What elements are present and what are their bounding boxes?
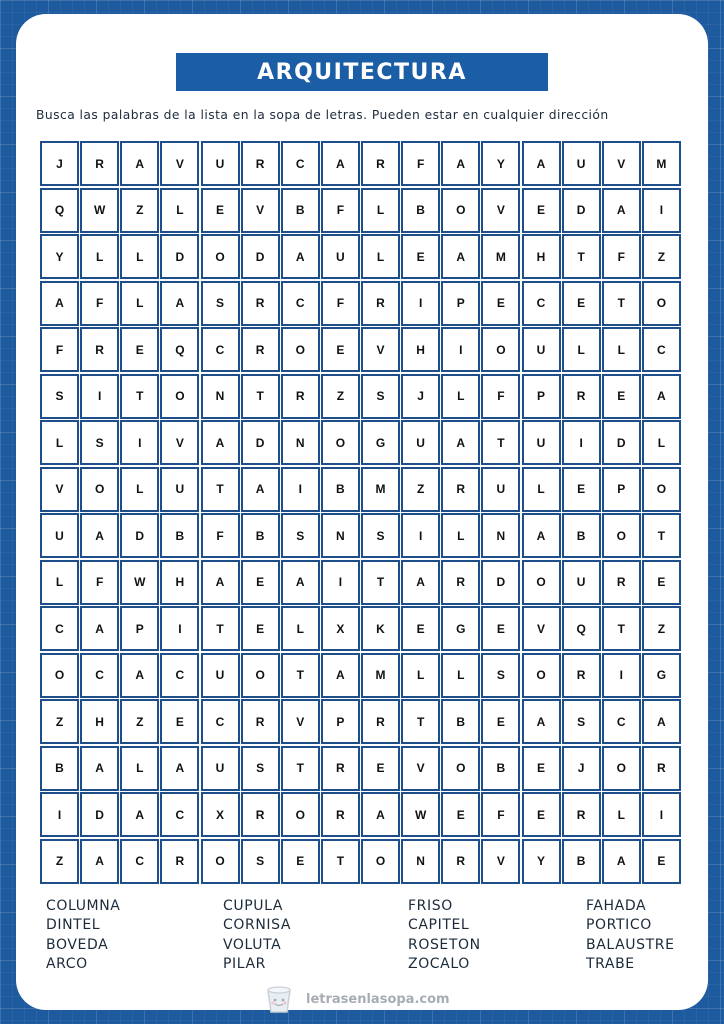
grid-cell[interactable]: L — [562, 327, 601, 372]
grid-cell[interactable]: T — [281, 746, 320, 791]
grid-cell[interactable]: S — [80, 420, 119, 465]
grid-cell[interactable]: C — [120, 839, 159, 884]
grid-cell[interactable]: F — [481, 792, 520, 837]
grid-cell[interactable]: R — [361, 281, 400, 326]
grid-cell[interactable]: F — [80, 560, 119, 605]
grid-cell[interactable]: I — [40, 792, 79, 837]
grid-cell[interactable]: E — [522, 746, 561, 791]
grid-cell[interactable]: T — [201, 467, 240, 512]
grid-cell[interactable]: E — [281, 839, 320, 884]
grid-cell[interactable]: R — [241, 327, 280, 372]
grid-cell[interactable]: H — [522, 234, 561, 279]
grid-cell[interactable]: F — [321, 281, 360, 326]
grid-cell[interactable]: W — [120, 560, 159, 605]
grid-cell[interactable]: V — [401, 746, 440, 791]
grid-cell[interactable]: R — [441, 467, 480, 512]
grid-cell[interactable]: O — [481, 327, 520, 372]
grid-cell[interactable]: A — [120, 792, 159, 837]
grid-cell[interactable]: G — [441, 606, 480, 651]
grid-cell[interactable]: T — [642, 513, 681, 558]
grid-cell[interactable]: H — [80, 699, 119, 744]
grid-cell[interactable]: O — [80, 467, 119, 512]
word-list-item: CAPITEL — [408, 917, 470, 934]
grid-cell[interactable]: F — [201, 513, 240, 558]
grid-cell[interactable]: B — [481, 746, 520, 791]
grid-cell[interactable]: U — [522, 420, 561, 465]
grid-cell[interactable]: R — [321, 746, 360, 791]
word-list-item: CORNISA — [223, 917, 292, 934]
word-list-item: BALAUSTRE — [586, 936, 675, 953]
grid-cell[interactable]: V — [241, 188, 280, 233]
grid-cell[interactable]: S — [481, 653, 520, 698]
grid-cell[interactable]: I — [642, 188, 681, 233]
grid-cell[interactable]: V — [361, 327, 400, 372]
grid-cell[interactable]: D — [241, 420, 280, 465]
grid-cell[interactable]: E — [562, 467, 601, 512]
grid-cell[interactable]: X — [321, 606, 360, 651]
grid-cell[interactable]: Z — [642, 606, 681, 651]
grid-cell[interactable]: B — [281, 188, 320, 233]
grid-cell[interactable]: L — [602, 792, 641, 837]
grid-cell[interactable]: S — [361, 374, 400, 419]
grid-cell[interactable]: L — [441, 513, 480, 558]
word-list-item: BOVEDA — [46, 936, 109, 953]
grid-cell[interactable]: O — [602, 513, 641, 558]
grid-cell[interactable]: R — [361, 141, 400, 186]
grid-cell[interactable]: C — [160, 653, 199, 698]
grid-cell[interactable]: T — [201, 606, 240, 651]
grid-cell[interactable]: A — [80, 606, 119, 651]
grid-cell[interactable]: F — [481, 374, 520, 419]
grid-cell[interactable]: F — [80, 281, 119, 326]
grid-cell[interactable]: Z — [401, 467, 440, 512]
footer-site: letrasenlasopa.com — [306, 991, 450, 1007]
grid-cell[interactable]: B — [441, 699, 480, 744]
grid-cell[interactable]: U — [401, 420, 440, 465]
grid-cell[interactable]: Q — [40, 188, 79, 233]
grid-cell[interactable]: F — [321, 188, 360, 233]
grid-cell[interactable]: R — [602, 560, 641, 605]
grid-cell[interactable]: U — [201, 141, 240, 186]
grid-cell[interactable]: E — [401, 234, 440, 279]
grid-cell[interactable]: H — [401, 327, 440, 372]
grid-cell[interactable]: O — [281, 327, 320, 372]
grid-cell[interactable]: R — [441, 560, 480, 605]
grid-cell[interactable]: A — [201, 560, 240, 605]
grid-cell[interactable]: P — [321, 699, 360, 744]
grid-cell[interactable]: D — [562, 188, 601, 233]
cup-logo-icon — [262, 982, 296, 1016]
worksheet — [16, 14, 708, 1010]
grid-cell[interactable]: U — [40, 513, 79, 558]
grid-cell[interactable]: E — [522, 792, 561, 837]
grid-cell[interactable]: A — [441, 420, 480, 465]
grid-cell[interactable]: R — [241, 141, 280, 186]
grid-cell[interactable]: O — [642, 467, 681, 512]
grid-cell[interactable]: V — [160, 141, 199, 186]
grid-cell[interactable]: L — [642, 420, 681, 465]
grid-cell[interactable]: R — [80, 327, 119, 372]
grid-cell[interactable]: E — [642, 560, 681, 605]
grid-cell[interactable]: W — [401, 792, 440, 837]
grid-cell[interactable]: E — [401, 606, 440, 651]
grid-cell[interactable]: V — [481, 188, 520, 233]
grid-cell[interactable]: D — [602, 420, 641, 465]
grid-cell[interactable]: I — [401, 513, 440, 558]
grid-cell[interactable]: E — [481, 606, 520, 651]
grid-cell[interactable]: E — [441, 792, 480, 837]
grid-cell[interactable]: R — [160, 839, 199, 884]
grid-cell[interactable]: S — [40, 374, 79, 419]
grid-cell[interactable]: T — [562, 234, 601, 279]
grid-cell[interactable]: J — [562, 746, 601, 791]
grid-cell[interactable]: Z — [321, 374, 360, 419]
grid-cell[interactable]: R — [642, 746, 681, 791]
grid-cell[interactable]: A — [522, 141, 561, 186]
grid-cell[interactable]: B — [321, 467, 360, 512]
word-list-item: ROSETON — [408, 936, 481, 953]
grid-cell[interactable]: A — [80, 746, 119, 791]
grid-cell[interactable]: O — [441, 746, 480, 791]
grid-cell[interactable]: I — [321, 560, 360, 605]
grid-cell[interactable]: D — [120, 513, 159, 558]
grid-cell[interactable]: I — [642, 792, 681, 837]
word-list-item: PORTICO — [586, 917, 652, 934]
grid-cell[interactable]: V — [40, 467, 79, 512]
grid-cell[interactable]: E — [481, 699, 520, 744]
word-list-item: PILAR — [223, 955, 266, 972]
grid-cell[interactable]: N — [481, 513, 520, 558]
grid-cell[interactable]: C — [80, 653, 119, 698]
grid-cell[interactable]: O — [241, 653, 280, 698]
grid-cell[interactable]: I — [602, 653, 641, 698]
grid-cell[interactable]: N — [201, 374, 240, 419]
grid-cell[interactable]: Q — [160, 327, 199, 372]
word-list-item: TRABE — [586, 955, 635, 972]
grid-cell[interactable]: L — [40, 560, 79, 605]
word-list-item: ZOCALO — [408, 955, 470, 972]
grid-cell[interactable]: J — [40, 141, 79, 186]
grid-cell[interactable]: Y — [481, 141, 520, 186]
grid-cell[interactable]: A — [120, 141, 159, 186]
grid-cell[interactable]: C — [201, 699, 240, 744]
grid-cell[interactable]: I — [120, 420, 159, 465]
grid-cell[interactable]: A — [361, 792, 400, 837]
grid-cell[interactable]: R — [80, 141, 119, 186]
grid-cell[interactable]: R — [321, 792, 360, 837]
grid-cell[interactable]: P — [120, 606, 159, 651]
word-list-item: FAHADA — [586, 898, 647, 914]
grid-cell[interactable]: G — [361, 420, 400, 465]
grid-cell[interactable]: U — [562, 560, 601, 605]
grid-cell[interactable]: R — [562, 374, 601, 419]
grid-cell[interactable]: V — [281, 699, 320, 744]
grid-cell[interactable]: I — [562, 420, 601, 465]
word-list — [46, 898, 706, 975]
grid-cell[interactable]: B — [562, 839, 601, 884]
word-list-item: FRISO — [408, 898, 453, 914]
grid-cell[interactable]: X — [201, 792, 240, 837]
grid-cell[interactable]: Z — [642, 234, 681, 279]
grid-cell[interactable]: B — [562, 513, 601, 558]
grid-cell[interactable]: R — [241, 281, 280, 326]
grid-cell[interactable]: T — [602, 281, 641, 326]
grid-cell[interactable]: E — [120, 327, 159, 372]
grid-cell[interactable]: A — [40, 281, 79, 326]
grid-cell[interactable]: L — [522, 467, 561, 512]
grid-cell[interactable]: S — [241, 839, 280, 884]
grid-cell[interactable]: L — [120, 234, 159, 279]
grid-cell[interactable]: D — [241, 234, 280, 279]
grid-cell[interactable]: T — [241, 374, 280, 419]
grid-cell[interactable]: E — [160, 699, 199, 744]
word-list-item: VOLUTA — [223, 936, 282, 953]
instructions-text: Busca las palabras de la lista en la sopa de letras. Pueden estar en cualquier dirección — [36, 108, 609, 122]
grid-cell[interactable]: F — [401, 141, 440, 186]
grid-cell[interactable]: N — [401, 839, 440, 884]
grid-cell[interactable]: Q — [562, 606, 601, 651]
grid-cell[interactable]: A — [281, 560, 320, 605]
grid-cell[interactable]: U — [562, 141, 601, 186]
grid-cell[interactable]: A — [201, 420, 240, 465]
grid-cell[interactable]: S — [241, 746, 280, 791]
grid-cell[interactable]: P — [441, 281, 480, 326]
grid-cell[interactable]: A — [241, 467, 280, 512]
grid-cell[interactable]: V — [602, 141, 641, 186]
grid-cell[interactable]: U — [522, 327, 561, 372]
grid-cell[interactable]: A — [441, 141, 480, 186]
word-list-item: CUPULA — [223, 898, 284, 914]
grid-cell[interactable]: R — [361, 699, 400, 744]
grid-cell[interactable]: U — [160, 467, 199, 512]
grid-cell[interactable]: R — [241, 699, 280, 744]
grid-cell[interactable]: O — [642, 281, 681, 326]
grid-cell[interactable]: B — [40, 746, 79, 791]
grid-cell[interactable]: D — [160, 234, 199, 279]
grid-cell[interactable]: M — [481, 234, 520, 279]
grid-cell[interactable]: O — [522, 653, 561, 698]
grid-cell[interactable]: S — [562, 699, 601, 744]
grid-cell[interactable]: T — [120, 374, 159, 419]
grid-cell[interactable]: A — [642, 374, 681, 419]
grid-cell[interactable]: A — [80, 839, 119, 884]
grid-cell[interactable]: P — [522, 374, 561, 419]
grid-cell[interactable]: T — [361, 560, 400, 605]
grid-cell[interactable]: E — [522, 188, 561, 233]
grid-cell[interactable]: L — [120, 467, 159, 512]
grid-cell[interactable]: U — [201, 653, 240, 698]
grid-cell[interactable]: O — [522, 560, 561, 605]
grid-cell[interactable]: A — [522, 513, 561, 558]
grid-cell[interactable]: V — [481, 839, 520, 884]
grid-cell[interactable]: A — [160, 746, 199, 791]
grid-cell[interactable]: G — [642, 653, 681, 698]
grid-cell[interactable]: L — [602, 327, 641, 372]
grid-cell[interactable]: C — [281, 141, 320, 186]
grid-cell[interactable]: L — [40, 420, 79, 465]
grid-cell[interactable]: T — [602, 606, 641, 651]
grid-cell[interactable]: D — [80, 792, 119, 837]
grid-cell[interactable]: H — [160, 560, 199, 605]
grid-cell[interactable]: M — [361, 653, 400, 698]
grid-cell[interactable]: L — [80, 234, 119, 279]
grid-cell[interactable]: S — [281, 513, 320, 558]
grid-cell[interactable]: V — [522, 606, 561, 651]
grid-cell[interactable]: U — [201, 746, 240, 791]
grid-cell[interactable]: O — [40, 653, 79, 698]
grid-cell[interactable]: L — [361, 188, 400, 233]
grid-cell[interactable]: O — [321, 420, 360, 465]
grid-cell[interactable]: T — [281, 653, 320, 698]
grid-cell[interactable]: O — [160, 374, 199, 419]
grid-cell[interactable]: A — [441, 234, 480, 279]
grid-cell[interactable]: A — [120, 653, 159, 698]
grid-cell[interactable]: I — [401, 281, 440, 326]
grid-cell[interactable]: Z — [120, 699, 159, 744]
grid-cell[interactable]: O — [602, 746, 641, 791]
grid-cell[interactable]: P — [602, 467, 641, 512]
grid-cell[interactable]: C — [40, 606, 79, 651]
grid-cell[interactable]: Z — [120, 188, 159, 233]
grid-cell[interactable]: Y — [40, 234, 79, 279]
grid-cell[interactable]: R — [441, 839, 480, 884]
title-banner — [176, 53, 548, 91]
grid-cell[interactable]: S — [201, 281, 240, 326]
word-list-item: COLUMNA — [46, 898, 121, 914]
grid-cell[interactable]: B — [160, 513, 199, 558]
grid-cell[interactable]: A — [401, 560, 440, 605]
grid-cell[interactable]: V — [160, 420, 199, 465]
grid-cell[interactable]: E — [481, 281, 520, 326]
grid-cell[interactable]: R — [281, 374, 320, 419]
grid-cell[interactable]: N — [281, 420, 320, 465]
grid-cell[interactable]: F — [602, 234, 641, 279]
grid-cell[interactable]: K — [361, 606, 400, 651]
grid-cell[interactable]: C — [642, 327, 681, 372]
grid-cell[interactable]: Z — [40, 839, 79, 884]
grid-cell[interactable]: D — [481, 560, 520, 605]
grid-cell[interactable]: L — [441, 374, 480, 419]
page-title: ARQUITECTURA — [257, 59, 467, 85]
grid-cell[interactable]: A — [602, 839, 641, 884]
grid-cell[interactable]: M — [361, 467, 400, 512]
grid-cell[interactable]: B — [241, 513, 280, 558]
grid-cell[interactable]: A — [522, 699, 561, 744]
grid-cell[interactable]: Y — [522, 839, 561, 884]
grid-cell[interactable]: E — [361, 746, 400, 791]
grid-cell[interactable]: C — [201, 327, 240, 372]
grid-cell[interactable]: C — [602, 699, 641, 744]
grid-cell[interactable]: C — [160, 792, 199, 837]
grid-cell[interactable]: L — [120, 281, 159, 326]
grid-cell[interactable]: T — [401, 699, 440, 744]
grid-cell[interactable]: Z — [40, 699, 79, 744]
grid-cell[interactable]: C — [522, 281, 561, 326]
grid-cell[interactable]: A — [160, 281, 199, 326]
grid-cell[interactable]: T — [481, 420, 520, 465]
grid-cell[interactable]: E — [321, 327, 360, 372]
grid-cell[interactable]: O — [281, 792, 320, 837]
grid-cell[interactable]: L — [401, 653, 440, 698]
grid-cell[interactable]: E — [241, 606, 280, 651]
grid-cell[interactable]: B — [401, 188, 440, 233]
grid-cell[interactable]: R — [562, 792, 601, 837]
grid-cell[interactable]: I — [80, 374, 119, 419]
grid-cell[interactable]: A — [321, 141, 360, 186]
grid-cell[interactable]: S — [361, 513, 400, 558]
grid-cell[interactable]: E — [201, 188, 240, 233]
grid-cell[interactable]: T — [321, 839, 360, 884]
grid-cell[interactable]: E — [642, 839, 681, 884]
grid-cell[interactable]: R — [241, 792, 280, 837]
grid-cell[interactable]: M — [642, 141, 681, 186]
grid-cell[interactable]: A — [642, 699, 681, 744]
grid-cell[interactable]: O — [201, 234, 240, 279]
grid-cell[interactable]: R — [562, 653, 601, 698]
grid-cell[interactable]: E — [602, 374, 641, 419]
grid-cell[interactable]: C — [281, 281, 320, 326]
grid-cell[interactable]: L — [281, 606, 320, 651]
grid-cell[interactable]: A — [602, 188, 641, 233]
letter-grid — [40, 141, 681, 884]
grid-cell[interactable]: N — [321, 513, 360, 558]
grid-cell[interactable]: E — [562, 281, 601, 326]
grid-cell[interactable]: O — [361, 839, 400, 884]
grid-cell[interactable]: L — [361, 234, 400, 279]
grid-cell[interactable]: I — [281, 467, 320, 512]
grid-cell[interactable]: L — [441, 653, 480, 698]
grid-cell[interactable]: I — [441, 327, 480, 372]
grid-cell[interactable]: L — [120, 746, 159, 791]
grid-cell[interactable]: U — [481, 467, 520, 512]
grid-cell[interactable]: A — [321, 653, 360, 698]
grid-cell[interactable]: O — [201, 839, 240, 884]
grid-cell[interactable]: I — [160, 606, 199, 651]
grid-cell[interactable]: W — [80, 188, 119, 233]
grid-cell[interactable]: E — [241, 560, 280, 605]
grid-cell[interactable]: U — [321, 234, 360, 279]
grid-cell[interactable]: F — [40, 327, 79, 372]
grid-cell[interactable]: L — [160, 188, 199, 233]
grid-cell[interactable]: A — [80, 513, 119, 558]
word-list-item: ARCO — [46, 955, 88, 972]
footer — [262, 980, 492, 1018]
word-list-item: DINTEL — [46, 917, 101, 934]
grid-cell[interactable]: O — [441, 188, 480, 233]
grid-cell[interactable]: J — [401, 374, 440, 419]
grid-cell[interactable]: A — [281, 234, 320, 279]
